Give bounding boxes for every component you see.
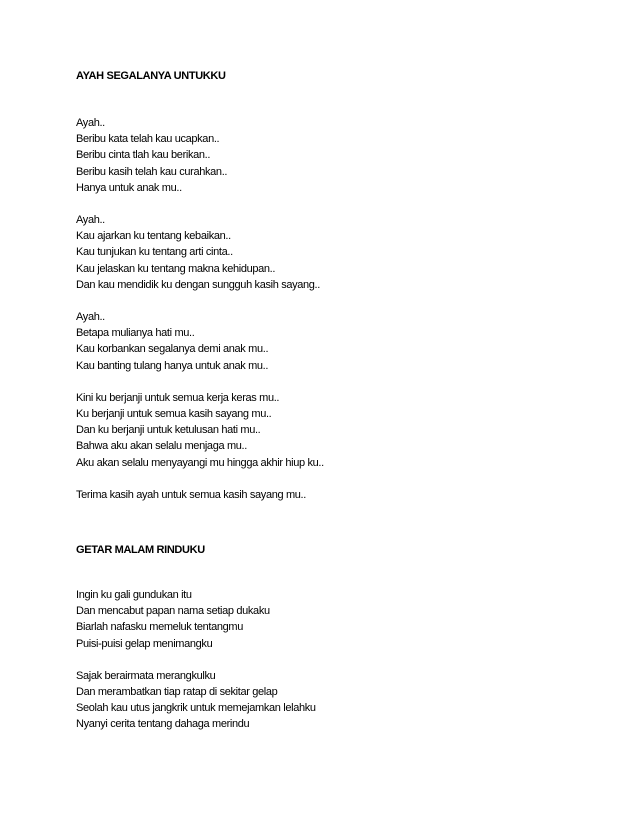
poem-stanza: [76, 115, 556, 196]
poem-stanza: [76, 487, 556, 503]
poem-line: Biarlah nafasku memeluk tentangmu: [76, 621, 243, 634]
poem-line: Aku akan selalu menyayangi mu hingga akhir hiup ku..: [76, 456, 324, 469]
poem-line: Beribu cinta tlah kau berikan..: [76, 149, 211, 162]
document-body: [76, 69, 556, 733]
poem-line: Ayah..: [76, 311, 105, 324]
poem-line: Kau tunjukan ku tentang arti cinta..: [76, 246, 233, 259]
poem-line: Seolah kau utus jangkrik untuk memejamkan lelahku: [76, 702, 316, 715]
poem-stanza: [76, 390, 556, 471]
poem-line: Beribu kasih telah kau curahkan..: [76, 165, 228, 178]
poem-line: Ayah..: [76, 117, 105, 129]
poem-line: Dan ku berjanji untuk ketulusan hati mu..: [76, 424, 261, 437]
poem-line: Beribu kata telah kau ucapkan..: [76, 133, 220, 146]
poem-line: Terima kasih ayah untuk semua kasih sayang mu..: [76, 488, 306, 501]
poem-line: Kau banting tulang hanya untuk anak mu..: [76, 359, 269, 372]
poem-line: Kau ajarkan ku tentang kebaikan..: [76, 230, 231, 243]
poem-stanza: [76, 668, 556, 733]
poem-line: Ayah..: [76, 214, 105, 227]
poem-line: Dan merambatkan tiap ratap di sekitar gelap: [76, 686, 278, 699]
poem-line: Dan kau mendidik ku dengan sungguh kasih sayang..: [76, 278, 320, 291]
poem-line: Bahwa aku akan selalu menjaga mu..: [76, 440, 247, 453]
poem-line: Betapa mulianya hati mu..: [76, 327, 195, 340]
poem-line: Kau jelaskan ku tentang makna kehidupan..: [76, 262, 276, 275]
poem-line: Kini ku berjanji untuk semua kerja keras mu..: [76, 391, 280, 404]
poem-line: Sajak berairmata merangkulku: [76, 669, 216, 682]
poem-ayah-segalanya-untukku: [76, 69, 556, 503]
poem-stanza: [76, 309, 556, 374]
poem-stanza: [76, 587, 556, 652]
poem-line: Hanya untuk anak mu..: [76, 181, 182, 194]
poem-line: Puisi-puisi gelap menimangku: [76, 637, 213, 650]
poem-line: Dan mencabut papan nama setiap dukaku: [76, 605, 270, 618]
poem-line: Ku berjanji untuk semua kasih sayang mu..: [76, 408, 272, 421]
poem-line: Ingin ku gali gundukan itu: [76, 589, 192, 602]
poem-title: AYAH SEGALANYA UNTUKKU: [76, 70, 226, 82]
poem-getar-malam-rinduku: [76, 543, 556, 733]
poem-line: Kau korbankan segalanya demi anak mu..: [76, 343, 269, 356]
poem-title: GETAR MALAM RINDUKU: [76, 544, 205, 557]
poem-stanza: [76, 212, 556, 293]
poem-line: Nyanyi cerita tentang dahaga merindu: [76, 718, 250, 731]
